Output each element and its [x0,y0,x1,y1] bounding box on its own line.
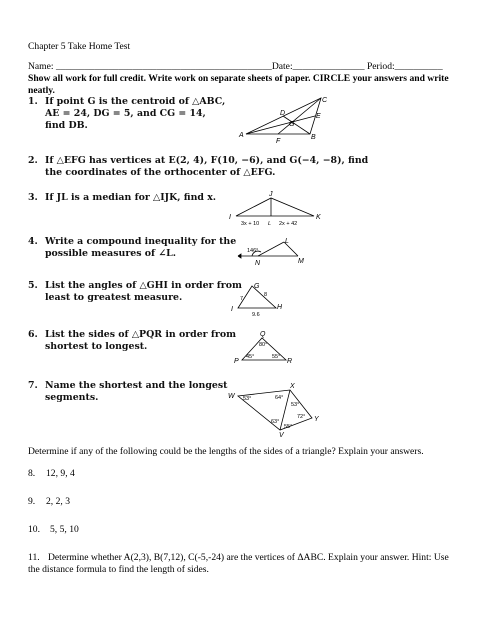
fig6-angle-r: 55° [272,354,281,360]
question-6-number: 6. [28,329,38,340]
fig1-label-f: F [276,138,281,145]
fig1-label-a: A [239,132,244,139]
question-2-number: 2. [28,155,38,166]
question-8-number: 8. [28,468,36,479]
question-10-text: 5, 5, 10 [50,524,79,535]
question-7-line-2: segments. [45,392,99,403]
fig3-label-i: I [229,214,231,221]
fig3-left-expression: 3x + 10 [241,221,260,227]
fig4-label-n: N [255,260,261,267]
fig5-label-g: G [254,283,260,290]
fig1-label-g: G [289,121,295,128]
question-1-line-2: AE = 24, DG = 5, and CG = 14, [45,108,206,119]
fig7-angle-x-left: 64° [275,395,284,401]
question-3-line-1: If JL is a median for △IJK, find x. [45,192,217,203]
fig6-angle-q: 80° [259,342,268,348]
median-triangle-figure [226,188,326,230]
question-7-number: 7. [28,380,38,391]
question-8-text: 12, 9, 4 [46,468,75,479]
triangle-ghi-figure [230,280,290,320]
question-2-line-1: If △EFG has vertices at E(2, 4), F(10, −6), and G(−4, −8), find [45,155,369,166]
fig7-label-x: X [290,383,295,390]
question-9-text: 2, 2, 3 [46,496,70,507]
question-1-line-3: find DB. [45,120,88,131]
triangle-section-prompt: Determine if any of the following could be the lengths of the sides of a triangle? Explain your answers. [28,446,424,457]
fig5-side-gh: 8 [264,292,268,298]
fig7-angle-y: 72° [297,414,306,420]
fig6-angle-p: 45° [246,354,255,360]
fig3-label-l: L [268,221,272,227]
fig7-label-w: W [228,393,235,400]
question-5-line-1: List the angles of △GHI in order from [45,280,242,291]
fig6-label-r: R [287,358,293,365]
fig1-label-d: D [280,110,286,117]
quadrilateral-wxyv-figure [226,380,326,438]
instructions: Show all work for full credit. Write work on separate sheets of paper. CIRCLE your answers and write neatly. [28,73,449,96]
fig7-label-v: V [279,432,284,438]
question-6-line-2: shortest to longest. [45,341,148,352]
question-2-line-2: the coordinates of the orthocenter of △EFG. [45,167,276,178]
fig6-label-q: Q [260,331,266,338]
question-1-line-1: If point G is the centroid of △ABC, [45,96,226,107]
fig1-label-b: B [311,134,316,141]
fig3-label-k: K [316,214,321,221]
question-11-number: 11. [28,552,40,563]
question-11-line-1: Determine whether A(2,3), B(7,12), C(-5,-24) are the vertices of ΔABC. Explain your answer. Hint: Use [48,552,449,563]
question-9-number: 9. [28,496,36,507]
document-title: Chapter 5 Take Home Test [28,41,131,52]
question-10-number: 10. [28,524,40,535]
fig1-label-c: C [322,97,328,104]
question-7-line-1: Name the shortest and the longest [45,380,228,391]
fig5-label-i: I [231,306,233,313]
question-1-number: 1. [28,96,38,107]
fig4-label-m: M [298,258,304,265]
question-5-line-2: least to greatest measure. [45,292,183,303]
fig7-angle-v-right: 55° [284,424,293,430]
fig7-label-y: Y [314,416,319,423]
question-5-number: 5. [28,280,38,291]
fig7-angle-v-left: 63° [271,419,280,425]
fig7-angle-w: 53° [243,396,252,402]
centroid-triangle-figure [230,90,340,146]
fig7-angle-x-right: 53° [291,402,300,408]
fig1-label-e: E [316,113,321,120]
fig5-label-h: H [277,304,283,311]
name-date-period-line: Name: _____________________________________________Date:_______________ Period:__________ [28,61,443,72]
question-11-line-2: the distance formula to find the length of sides. [28,564,209,575]
fig5-side-ih: 9.6 [252,312,260,318]
fig4-label-l: L [285,238,289,245]
fig6-label-p: P [234,358,239,365]
question-6-line-1: List the sides of △PQR in order from [45,329,237,340]
question-4-line-1: Write a compound inequality for the [45,236,237,247]
triangle-pqr-figure [228,328,300,368]
exterior-angle-figure [232,234,312,272]
fig4-angle: 146° [247,248,259,254]
question-4-line-2: possible measures of ∠L. [45,248,177,259]
question-4-number: 4. [28,236,38,247]
question-3-number: 3. [28,192,38,203]
fig5-side-ig: 7 [240,296,244,302]
fig3-label-j: J [269,191,273,198]
fig3-right-expression: 2x + 42 [279,221,298,227]
